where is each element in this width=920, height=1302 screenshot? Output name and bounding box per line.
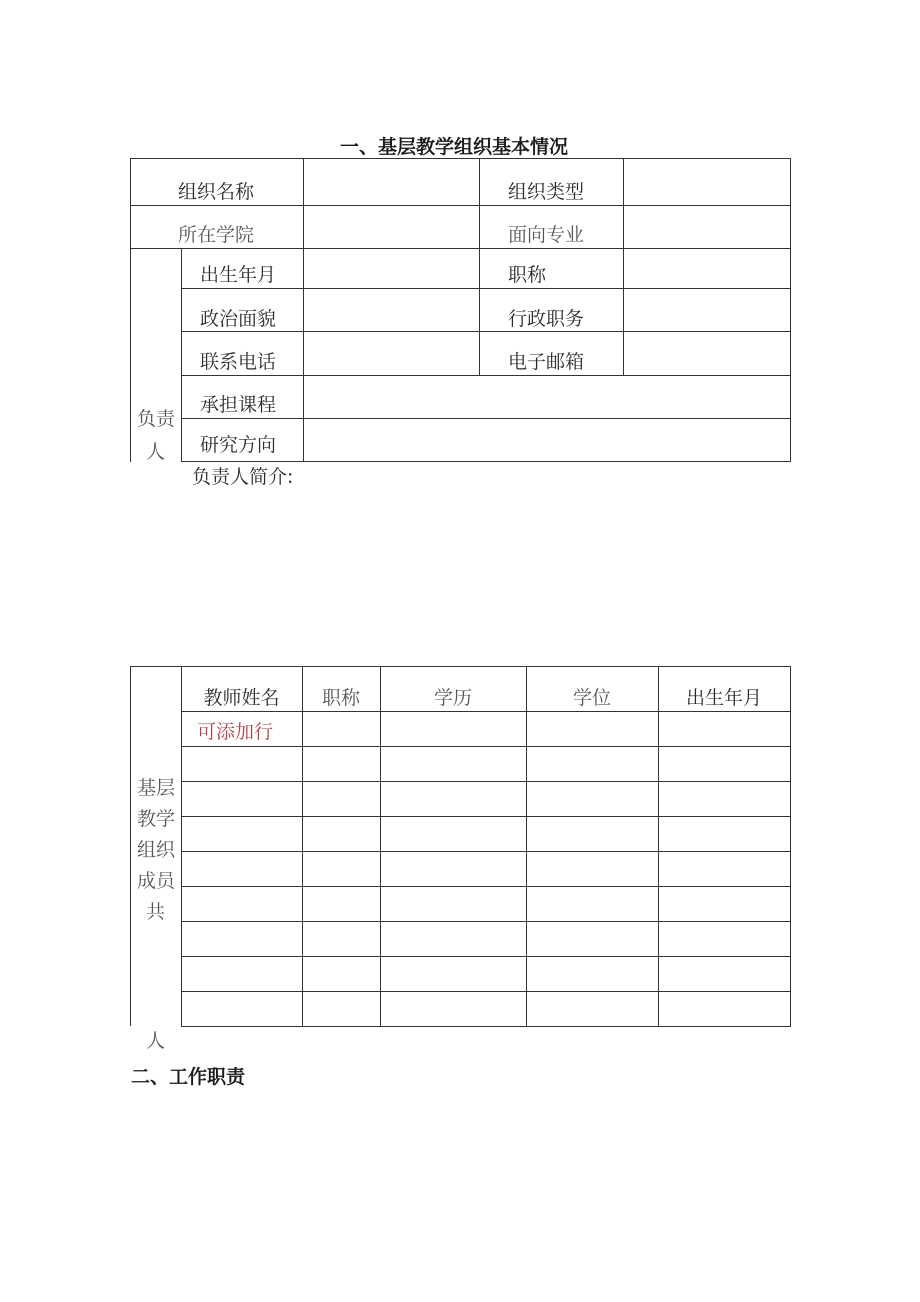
table-divider bbox=[181, 418, 791, 419]
table-divider bbox=[302, 666, 303, 1027]
table-border bbox=[790, 666, 791, 1027]
table-divider bbox=[303, 158, 304, 462]
header-degree: 学位 bbox=[572, 687, 611, 709]
table-divider bbox=[181, 248, 182, 462]
table-divider bbox=[479, 158, 480, 376]
leader-intro-label: 负责人简介: bbox=[192, 466, 294, 488]
header-education: 学历 bbox=[433, 687, 472, 709]
table-divider bbox=[658, 666, 659, 1027]
table-divider bbox=[181, 816, 791, 817]
table-divider bbox=[380, 666, 381, 1027]
research-label: 研究方向 bbox=[200, 434, 277, 456]
table-divider bbox=[181, 851, 791, 852]
table-divider bbox=[181, 666, 182, 1027]
table-border bbox=[130, 666, 131, 1026]
table-divider bbox=[181, 288, 791, 289]
add-row-hint: 可添加行 bbox=[197, 721, 274, 743]
table-border bbox=[130, 158, 131, 462]
table-divider bbox=[181, 921, 791, 922]
members-side-label-line2: 教学 bbox=[137, 808, 176, 830]
table-divider bbox=[181, 331, 791, 332]
section2-title: 二、工作职责 bbox=[131, 1066, 246, 1088]
table-divider bbox=[181, 956, 791, 957]
members-side-label-tail: 人 bbox=[146, 1030, 166, 1052]
table-border bbox=[130, 666, 791, 667]
org-name-label: 组织名称 bbox=[178, 181, 255, 203]
header-teacher-name: 教师姓名 bbox=[203, 687, 280, 709]
leader-label-line2: 人 bbox=[146, 441, 166, 463]
college-label: 所在学院 bbox=[178, 224, 255, 246]
table-border bbox=[130, 158, 791, 159]
header-title: 职称 bbox=[321, 687, 360, 709]
courses-label: 承担课程 bbox=[200, 394, 277, 416]
section1-title: 一、基层教学组织基本情况 bbox=[340, 136, 569, 158]
members-side-label-line4: 成员 bbox=[137, 870, 176, 892]
political-label: 政治面貌 bbox=[200, 308, 277, 330]
admin-position-label: 行政职务 bbox=[508, 308, 585, 330]
table-border bbox=[181, 461, 791, 462]
table-divider bbox=[130, 248, 791, 249]
table-divider bbox=[623, 158, 624, 376]
table-divider bbox=[181, 375, 791, 376]
header-birth: 出生年月 bbox=[685, 687, 762, 709]
table-divider bbox=[181, 781, 791, 782]
birth-label: 出生年月 bbox=[200, 264, 277, 286]
table-divider bbox=[526, 666, 527, 1027]
table-border bbox=[181, 1026, 791, 1027]
phone-label: 联系电话 bbox=[200, 351, 277, 373]
members-side-label-line1: 基层 bbox=[137, 777, 176, 799]
table-divider bbox=[181, 886, 791, 887]
title-label: 职称 bbox=[508, 264, 547, 286]
table-border bbox=[790, 158, 791, 462]
members-side-label-line5: 共 bbox=[146, 901, 166, 923]
table-divider bbox=[130, 205, 791, 206]
leader-label-line1: 负责 bbox=[137, 408, 176, 430]
major-label: 面向专业 bbox=[508, 224, 585, 246]
members-side-label-line3: 组织 bbox=[137, 839, 176, 861]
table-divider bbox=[181, 991, 791, 992]
table-divider bbox=[181, 746, 791, 747]
table-divider bbox=[181, 711, 791, 712]
org-type-label: 组织类型 bbox=[508, 181, 585, 203]
email-label: 电子邮箱 bbox=[508, 351, 585, 373]
